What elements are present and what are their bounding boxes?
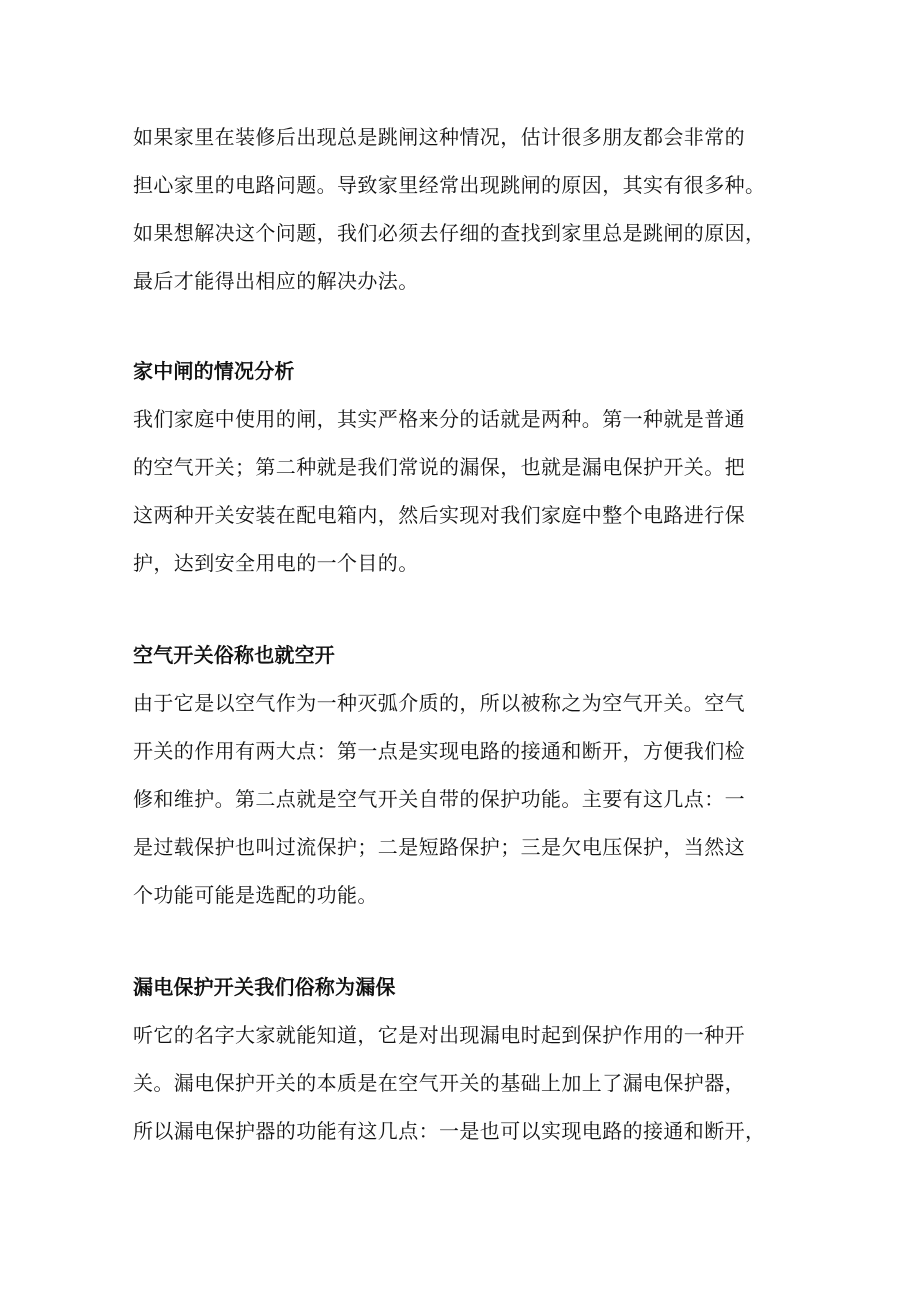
section-breaker-analysis (133, 347, 803, 587)
document-body (133, 113, 803, 1199)
paragraph-line: 是过载保护也叫过流保护；二是短路保护；三是欠电压保护，当然这 (133, 835, 745, 859)
paragraph-line: 关。漏电保护开关的本质是在空气开关的基础上加上了漏电保护器， (133, 1071, 745, 1095)
paragraph-line: 的空气开关；第二种就是我们常说的漏保，也就是漏电保护开关。把 (133, 455, 745, 479)
section-heading: 漏电保护开关我们俗称为漏保 (133, 975, 396, 999)
section-leakage-protector (133, 963, 803, 1155)
paragraph-line: 听它的名字大家就能知道，它是对出现漏电时起到保护作用的一种开 (133, 1023, 745, 1047)
paragraph-line: 如果家里在装修后出现总是跳闸这种情况，估计很多朋友都会非常的 (133, 125, 745, 149)
paragraph-line: 最后才能得出相应的解决办法。 (133, 269, 419, 293)
section-heading: 家中闸的情况分析 (133, 359, 295, 383)
paragraph-line: 这两种开关安装在配电箱内，然后实现对我们家庭中整个电路进行保 (133, 503, 745, 527)
section-air-switch (133, 631, 803, 919)
paragraph-line: 所以漏电保护器的功能有这几点：一是也可以实现电路的接通和断开， (133, 1119, 766, 1143)
paragraph-line: 我们家庭中使用的闸，其实严格来分的话就是两种。第一种就是普通 (133, 407, 745, 431)
paragraph-line: 由于它是以空气作为一种灭弧介质的，所以被称之为空气开关。空气 (133, 691, 745, 715)
paragraph-line: 如果想解决这个问题，我们必须去仔细的查找到家里总是跳闸的原因， (133, 221, 766, 245)
paragraph-line: 开关的作用有两大点：第一点是实现电路的接通和断开，方便我们检 (133, 739, 745, 763)
section-heading: 空气开关俗称也就空开 (133, 643, 335, 667)
intro-paragraph (133, 113, 803, 305)
paragraph-line: 个功能可能是选配的功能。 (133, 883, 378, 907)
paragraph-line: 护，达到安全用电的一个目的。 (133, 551, 419, 575)
paragraph-line: 担心家里的电路问题。导致家里经常出现跳闸的原因，其实有很多种。 (133, 173, 766, 197)
paragraph-line: 修和维护。第二点就是空气开关自带的保护功能。主要有这几点：一 (133, 787, 745, 811)
